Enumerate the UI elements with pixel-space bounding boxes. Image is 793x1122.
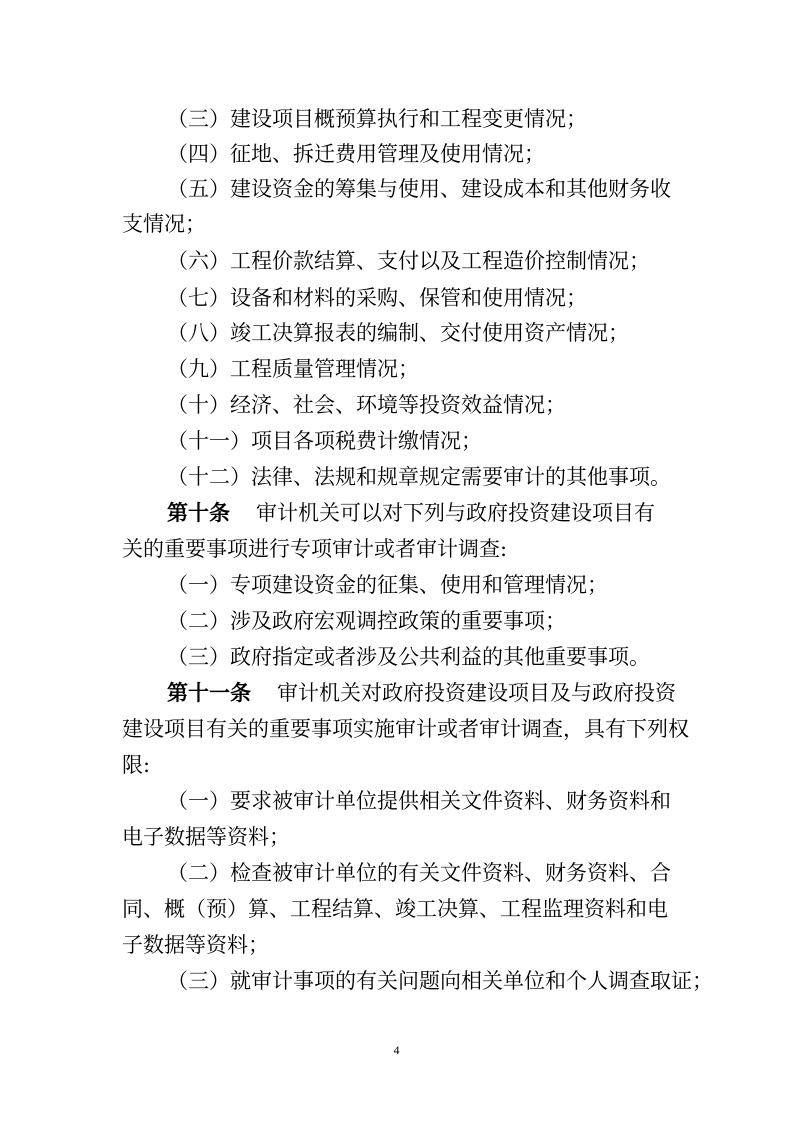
list-item: （三）政府指定或者涉及公共利益的其他重要事项。	[167, 645, 650, 669]
article-text-continuation: 建设项目有关的重要事项实施审计或者审计调查，具有下列权	[122, 717, 689, 741]
list-item-continuation: 同、概（预）算、工程结算、竣工决算、工程监理资料和电	[122, 897, 668, 921]
article-10-heading-line	[0, 498, 793, 528]
list-item: （二）涉及政府宏观调控政策的重要事项；	[167, 609, 566, 633]
list-item: （三）就审计事项的有关问题向相关单位和个人调查取证；	[167, 969, 713, 993]
list-item-continuation: 子数据等资料；	[122, 933, 269, 957]
list-item: （一）专项建设资金的征集、使用和管理情况；	[167, 573, 608, 597]
list-item-continuation: 电子数据等资料；	[122, 825, 290, 849]
list-item: （四）征地、拆迁费用管理及使用情况；	[167, 142, 545, 166]
list-item: （一）要求被审计单位提供相关文件资料、财务资料和	[167, 789, 671, 813]
article-title: 第十一条	[167, 681, 251, 705]
list-item: （八）竣工决算报表的编制、交付使用资产情况；	[167, 321, 629, 345]
list-item: （十一）项目各项税费计缴情况；	[167, 429, 482, 453]
list-item: （七）设备和材料的采购、保管和使用情况；	[167, 286, 587, 310]
list-item: （三）建设项目概预算执行和工程变更情况；	[167, 107, 587, 131]
article-text-continuation: 限:	[122, 753, 151, 777]
article-text: 审计机关对政府投资建设项目及与政府投资	[277, 681, 676, 705]
list-item: （十）经济、社会、环境等投资效益情况；	[167, 393, 566, 417]
list-item-continuation: 支情况；	[122, 212, 206, 236]
list-item: （六）工程价款结算、支付以及工程造价控制情况；	[167, 249, 650, 273]
article-text-continuation: 关的重要事项进行专项审计或者审计调查:	[122, 537, 508, 561]
list-item: （九）工程质量管理情况；	[167, 357, 419, 381]
page-number: 4	[393, 1043, 400, 1057]
article-11-heading-line	[0, 678, 793, 708]
article-title: 第十条	[167, 501, 230, 525]
list-item: （五）建设资金的筹集与使用、建设成本和其他财务收	[167, 177, 671, 201]
article-text: 审计机关可以对下列与政府投资建设项目有	[256, 501, 655, 525]
list-item: （十二）法律、法规和规章规定需要审计的其他事项。	[167, 465, 671, 489]
list-item: （二）检查被审计单位的有关文件资料、财务资料、合	[167, 861, 671, 885]
